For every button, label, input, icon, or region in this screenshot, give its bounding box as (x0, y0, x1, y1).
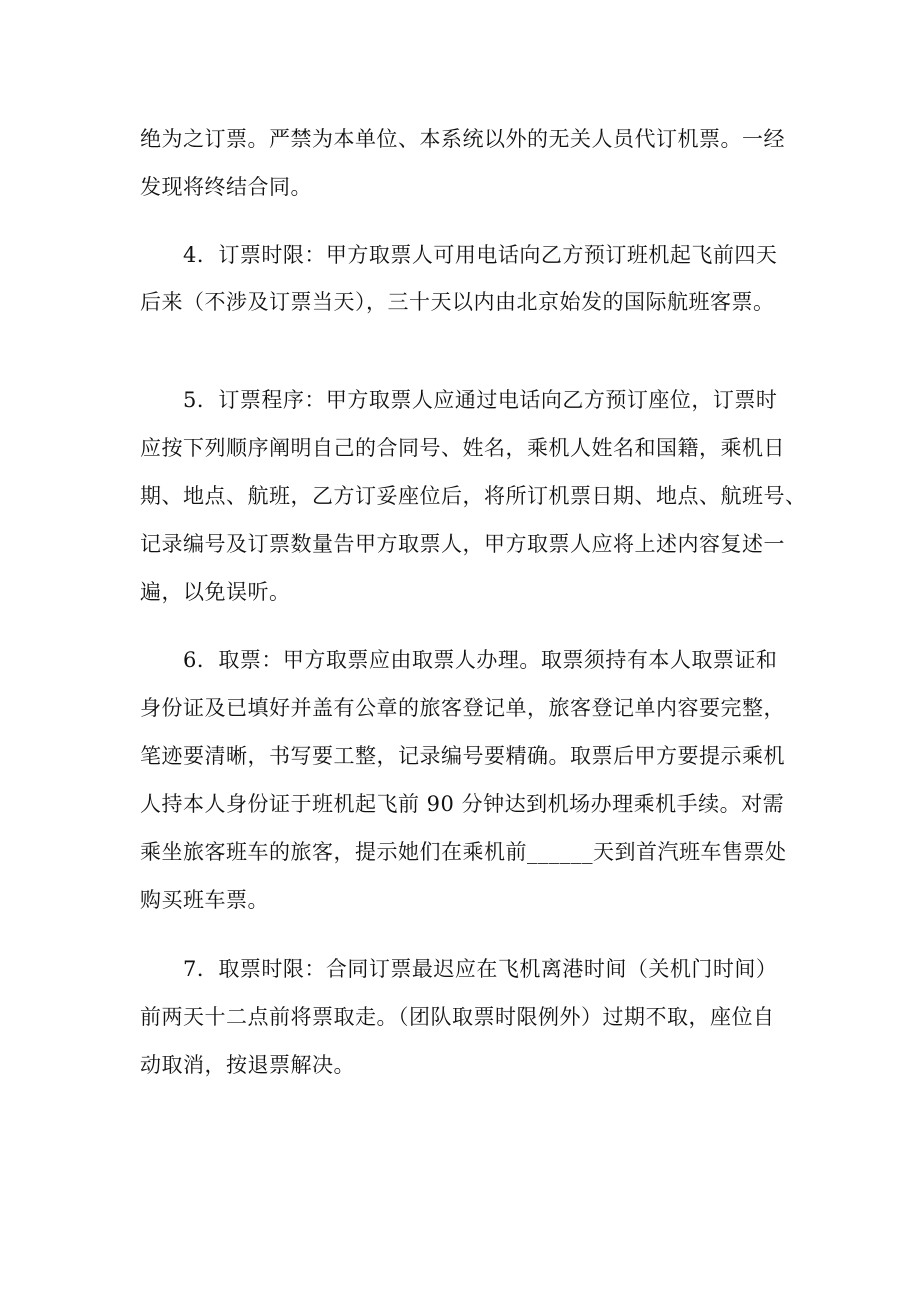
item-6-line-5: 乘坐旅客班车的旅客，提示她们在乘机前______天到首汽班车售票处 (140, 840, 787, 864)
paragraph-continuation-line-2: 发现将终结合同。 (140, 175, 312, 199)
item-5-line-1: 5．订票程序：甲方取票人应通过电话向乙方预订座位，订票时 (183, 388, 778, 412)
item-7-line-3: 动取消，按退票解决。 (140, 1053, 355, 1077)
item-7-line-1: 7．取票时限：合同订票最迟应在飞机离港时间（关机门时间） (183, 957, 778, 981)
item-4-line-1: 4．订票时限：甲方取票人可用电话向乙方预订班机起飞前四天 (183, 243, 778, 267)
item-6-line-3: 笔迹要清晰，书写要工整，记录编号要精确。取票后甲方要提示乘机 (140, 744, 785, 768)
item-6-line-6: 购买班车票。 (140, 888, 269, 912)
paragraph-continuation-line-1: 绝为之订票。严禁为本单位、本系统以外的无关人员代订机票。一经 (140, 127, 785, 151)
item-5-line-2: 应按下列顺序阐明自己的合同号、姓名，乘机人姓名和国籍，乘机日 (140, 436, 785, 460)
item-6-line-1: 6．取票：甲方取票应由取票人办理。取票须持有本人取票证和 (183, 648, 778, 672)
item-5-line-5: 遍，以免误听。 (140, 580, 291, 604)
item-5-line-3: 期、地点、航班，乙方订妥座位后，将所订机票日期、地点、航班号、 (140, 484, 807, 508)
item-6-line-2: 身份证及已填好并盖有公章的旅客登记单，旅客登记单内容要完整， (140, 696, 785, 720)
item-7-line-2: 前两天十二点前将票取走。（团队取票时限例外）过期不取，座位自 (140, 1005, 775, 1029)
item-4-line-2: 后来（不涉及订票当天），三十天以内由北京始发的国际航班客票。 (140, 290, 775, 314)
item-5-line-4: 记录编号及订票数量告甲方取票人，甲方取票人应将上述内容复述一 (140, 532, 785, 556)
item-6-line-4: 人持本人身份证于班机起飞前 90 分钟达到机场办理乘机手续。对需 (140, 792, 785, 816)
